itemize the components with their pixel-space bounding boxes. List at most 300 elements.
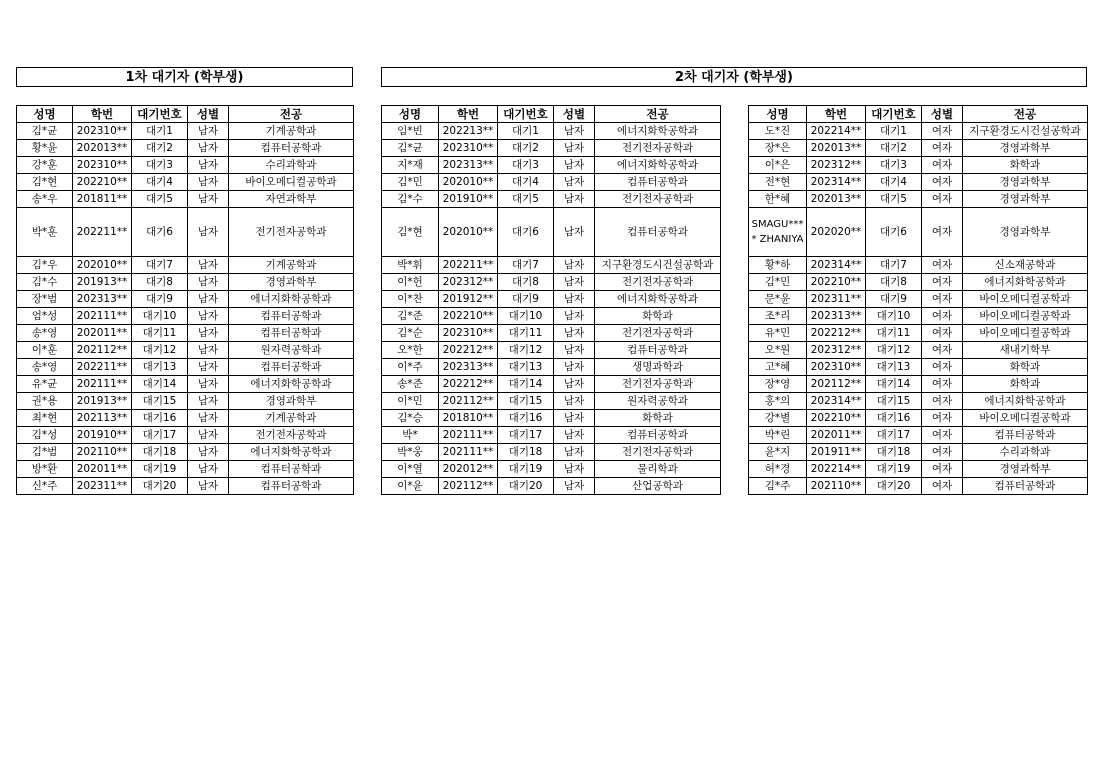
table-row bbox=[749, 123, 1088, 140]
name-cell: 신*주 bbox=[17, 478, 73, 495]
gender-cell: 여자 bbox=[922, 410, 963, 427]
wait-number-cell: 대기20 bbox=[498, 478, 554, 495]
student-id-cell: 202314** bbox=[807, 257, 866, 274]
table-row bbox=[382, 393, 721, 410]
wait-number-cell: 대기2 bbox=[866, 140, 922, 157]
name-cell: 전*현 bbox=[749, 174, 807, 191]
table-row bbox=[382, 461, 721, 478]
student-id-cell: 202310** bbox=[439, 140, 498, 157]
gender-cell: 남자 bbox=[554, 359, 595, 376]
student-id-cell: 201811** bbox=[73, 191, 132, 208]
major-cell: 컴퓨터공학과 bbox=[963, 427, 1088, 444]
wait-number-cell: 대기4 bbox=[132, 174, 188, 191]
table-row bbox=[749, 274, 1088, 291]
major-cell: 전기전자공학과 bbox=[595, 325, 721, 342]
student-id-cell: 202310** bbox=[807, 359, 866, 376]
table-row bbox=[749, 157, 1088, 174]
wait-number-cell: 대기9 bbox=[866, 291, 922, 308]
major-cell: 전기전자공학과 bbox=[229, 208, 354, 257]
name-cell: 장*영 bbox=[749, 376, 807, 393]
gender-cell: 남자 bbox=[554, 444, 595, 461]
name-cell: 박*휘 bbox=[382, 257, 439, 274]
student-id-cell: 202111** bbox=[439, 427, 498, 444]
student-id-cell: 202312** bbox=[807, 342, 866, 359]
major-cell: 에너지화학공학과 bbox=[963, 274, 1088, 291]
student-id-cell: 202211** bbox=[439, 257, 498, 274]
wait-number-cell: 대기13 bbox=[866, 359, 922, 376]
column-header: 성별 bbox=[188, 106, 229, 123]
wait-number-cell: 대기12 bbox=[866, 342, 922, 359]
column-header: 성별 bbox=[922, 106, 963, 123]
major-cell: 경영과학부 bbox=[963, 191, 1088, 208]
student-id-cell: 202011** bbox=[807, 427, 866, 444]
table-row bbox=[382, 325, 721, 342]
table-row bbox=[749, 140, 1088, 157]
wait-number-cell: 대기16 bbox=[866, 410, 922, 427]
gender-cell: 남자 bbox=[554, 393, 595, 410]
wait-number-cell: 대기19 bbox=[498, 461, 554, 478]
wait-number-cell: 대기10 bbox=[498, 308, 554, 325]
title-first-round: 1차 대기자 (학부생) bbox=[16, 67, 353, 87]
table-row bbox=[17, 342, 354, 359]
name-cell: 김*민 bbox=[382, 174, 439, 191]
waitlist-table-first bbox=[16, 105, 354, 495]
major-cell: 컴퓨터공학과 bbox=[229, 140, 354, 157]
student-id-cell: 202212** bbox=[439, 342, 498, 359]
student-id-cell: 202312** bbox=[807, 157, 866, 174]
major-cell: 생명과학과 bbox=[595, 359, 721, 376]
major-cell: 화학과 bbox=[595, 410, 721, 427]
student-id-cell: 202310** bbox=[73, 123, 132, 140]
wait-number-cell: 대기3 bbox=[132, 157, 188, 174]
gender-cell: 남자 bbox=[188, 123, 229, 140]
wait-number-cell: 대기15 bbox=[498, 393, 554, 410]
name-cell: 김*균 bbox=[17, 123, 73, 140]
table-row bbox=[17, 174, 354, 191]
table-row bbox=[749, 393, 1088, 410]
gender-cell: 여자 bbox=[922, 140, 963, 157]
table-row bbox=[17, 478, 354, 495]
name-cell: 강*훈 bbox=[17, 157, 73, 174]
name-cell: 김*준 bbox=[382, 308, 439, 325]
gender-cell: 남자 bbox=[554, 208, 595, 257]
major-cell: 수리과학과 bbox=[963, 444, 1088, 461]
gender-cell: 남자 bbox=[188, 376, 229, 393]
column-header: 대기번호 bbox=[498, 106, 554, 123]
name-cell: 이*은 bbox=[749, 157, 807, 174]
gender-cell: 여자 bbox=[922, 291, 963, 308]
wait-number-cell: 대기14 bbox=[866, 376, 922, 393]
gender-cell: 여자 bbox=[922, 157, 963, 174]
wait-number-cell: 대기6 bbox=[498, 208, 554, 257]
wait-number-cell: 대기12 bbox=[132, 342, 188, 359]
student-id-cell: 202013** bbox=[73, 140, 132, 157]
student-id-cell: 202112** bbox=[807, 376, 866, 393]
table-row bbox=[749, 174, 1088, 191]
gender-cell: 여자 bbox=[922, 478, 963, 495]
wait-number-cell: 대기17 bbox=[866, 427, 922, 444]
major-cell: 경영과학부 bbox=[963, 208, 1088, 257]
student-id-cell: 202314** bbox=[807, 393, 866, 410]
major-cell: 에너지화학공학과 bbox=[229, 444, 354, 461]
wait-number-cell: 대기8 bbox=[866, 274, 922, 291]
student-id-cell: 202110** bbox=[73, 444, 132, 461]
column-header: 학번 bbox=[439, 106, 498, 123]
wait-number-cell: 대기15 bbox=[132, 393, 188, 410]
gender-cell: 남자 bbox=[554, 140, 595, 157]
gender-cell: 여자 bbox=[922, 274, 963, 291]
title-second-round: 2차 대기자 (학부생) bbox=[381, 67, 1087, 87]
table-header-row bbox=[749, 106, 1088, 123]
gender-cell: 남자 bbox=[188, 257, 229, 274]
wait-number-cell: 대기11 bbox=[866, 325, 922, 342]
wait-number-cell: 대기13 bbox=[132, 359, 188, 376]
student-id-cell: 202314** bbox=[807, 174, 866, 191]
table-row bbox=[17, 444, 354, 461]
wait-number-cell: 대기7 bbox=[866, 257, 922, 274]
wait-number-cell: 대기6 bbox=[866, 208, 922, 257]
name-cell: 김*수 bbox=[17, 274, 73, 291]
table-row bbox=[382, 140, 721, 157]
table-row bbox=[749, 208, 1088, 257]
major-cell: 컴퓨터공학과 bbox=[963, 478, 1088, 495]
table-row bbox=[382, 157, 721, 174]
name-cell: 문*윤 bbox=[749, 291, 807, 308]
gender-cell: 여자 bbox=[922, 174, 963, 191]
gender-cell: 여자 bbox=[922, 191, 963, 208]
gender-cell: 남자 bbox=[554, 410, 595, 427]
table-row bbox=[17, 308, 354, 325]
gender-cell: 여자 bbox=[922, 123, 963, 140]
column-header: 전공 bbox=[595, 106, 721, 123]
wait-number-cell: 대기18 bbox=[132, 444, 188, 461]
gender-cell: 남자 bbox=[188, 461, 229, 478]
wait-number-cell: 대기9 bbox=[498, 291, 554, 308]
name-cell: 이*헌 bbox=[382, 274, 439, 291]
major-cell: 바이오메디컬공학과 bbox=[963, 291, 1088, 308]
student-id-cell: 202020** bbox=[807, 208, 866, 257]
table-row bbox=[749, 257, 1088, 274]
student-id-cell: 201913** bbox=[73, 393, 132, 410]
wait-number-cell: 대기16 bbox=[132, 410, 188, 427]
major-cell: 에너지화학공학과 bbox=[595, 291, 721, 308]
column-header: 전공 bbox=[229, 106, 354, 123]
wait-number-cell: 대기2 bbox=[498, 140, 554, 157]
column-header: 성명 bbox=[382, 106, 439, 123]
gender-cell: 여자 bbox=[922, 461, 963, 478]
name-cell: 박*웅 bbox=[382, 444, 439, 461]
name-cell: 오*원 bbox=[749, 342, 807, 359]
column-header: 전공 bbox=[963, 106, 1088, 123]
table-row bbox=[382, 359, 721, 376]
major-cell: 신소재공학과 bbox=[963, 257, 1088, 274]
table-row bbox=[382, 174, 721, 191]
student-id-cell: 202111** bbox=[73, 376, 132, 393]
student-id-cell: 202010** bbox=[439, 174, 498, 191]
name-cell: 한*혜 bbox=[749, 191, 807, 208]
wait-number-cell: 대기18 bbox=[498, 444, 554, 461]
gender-cell: 남자 bbox=[188, 157, 229, 174]
major-cell: 수리과학과 bbox=[229, 157, 354, 174]
table-row bbox=[382, 208, 721, 257]
table-row bbox=[382, 291, 721, 308]
table-row bbox=[749, 291, 1088, 308]
name-cell: 이*열 bbox=[382, 461, 439, 478]
wait-number-cell: 대기18 bbox=[866, 444, 922, 461]
name-cell: 장*은 bbox=[749, 140, 807, 157]
major-cell: 컴퓨터공학과 bbox=[595, 342, 721, 359]
student-id-cell: 201913** bbox=[73, 274, 132, 291]
major-cell: 컴퓨터공학과 bbox=[595, 427, 721, 444]
major-cell: 바이오메디컬공학과 bbox=[229, 174, 354, 191]
table-row bbox=[749, 376, 1088, 393]
student-id-cell: 202012** bbox=[439, 461, 498, 478]
name-cell: 박*린 bbox=[749, 427, 807, 444]
wait-number-cell: 대기20 bbox=[866, 478, 922, 495]
table-row bbox=[17, 191, 354, 208]
column-header: 학번 bbox=[73, 106, 132, 123]
table-row bbox=[382, 191, 721, 208]
wait-number-cell: 대기17 bbox=[132, 427, 188, 444]
table-row bbox=[17, 410, 354, 427]
gender-cell: 남자 bbox=[554, 376, 595, 393]
table-row bbox=[382, 257, 721, 274]
table-header-row bbox=[382, 106, 721, 123]
wait-number-cell: 대기11 bbox=[132, 325, 188, 342]
major-cell: 컴퓨터공학과 bbox=[595, 208, 721, 257]
wait-number-cell: 대기3 bbox=[866, 157, 922, 174]
student-id-cell: 202210** bbox=[439, 308, 498, 325]
table-row bbox=[749, 427, 1088, 444]
wait-number-cell: 대기7 bbox=[498, 257, 554, 274]
wait-number-cell: 대기4 bbox=[866, 174, 922, 191]
table-row bbox=[382, 274, 721, 291]
name-cell: 송*영 bbox=[17, 359, 73, 376]
major-cell: 기계공학과 bbox=[229, 257, 354, 274]
student-id-cell: 202013** bbox=[807, 191, 866, 208]
major-cell: 컴퓨터공학과 bbox=[229, 325, 354, 342]
student-id-cell: 202013** bbox=[807, 140, 866, 157]
gender-cell: 여자 bbox=[922, 342, 963, 359]
student-id-cell: 202212** bbox=[439, 376, 498, 393]
table-row bbox=[17, 208, 354, 257]
name-cell: 허*경 bbox=[749, 461, 807, 478]
major-cell: 경영과학부 bbox=[963, 174, 1088, 191]
major-cell: 물리학과 bbox=[595, 461, 721, 478]
table-row bbox=[382, 123, 721, 140]
wait-number-cell: 대기8 bbox=[498, 274, 554, 291]
student-id-cell: 201912** bbox=[439, 291, 498, 308]
student-id-cell: 202313** bbox=[439, 359, 498, 376]
wait-number-cell: 대기1 bbox=[498, 123, 554, 140]
student-id-cell: 202212** bbox=[807, 325, 866, 342]
column-header: 대기번호 bbox=[866, 106, 922, 123]
name-cell: 송*우 bbox=[17, 191, 73, 208]
gender-cell: 남자 bbox=[188, 342, 229, 359]
major-cell: 원자력공학과 bbox=[229, 342, 354, 359]
table-row bbox=[382, 427, 721, 444]
major-cell: 컴퓨터공학과 bbox=[229, 478, 354, 495]
major-cell: 전기전자공학과 bbox=[595, 444, 721, 461]
student-id-cell: 202313** bbox=[807, 308, 866, 325]
student-id-cell: 201910** bbox=[73, 427, 132, 444]
gender-cell: 남자 bbox=[188, 274, 229, 291]
name-cell: 이*찬 bbox=[382, 291, 439, 308]
wait-number-cell: 대기15 bbox=[866, 393, 922, 410]
name-cell: 장*범 bbox=[17, 291, 73, 308]
wait-number-cell: 대기9 bbox=[132, 291, 188, 308]
table-row bbox=[17, 140, 354, 157]
student-id-cell: 202312** bbox=[439, 274, 498, 291]
table-row bbox=[17, 461, 354, 478]
major-cell: 화학과 bbox=[963, 376, 1088, 393]
column-header: 학번 bbox=[807, 106, 866, 123]
student-id-cell: 202214** bbox=[807, 461, 866, 478]
major-cell: 컴퓨터공학과 bbox=[229, 461, 354, 478]
gender-cell: 남자 bbox=[188, 444, 229, 461]
student-id-cell: 202112** bbox=[73, 342, 132, 359]
table-row bbox=[749, 342, 1088, 359]
student-id-cell: 202010** bbox=[439, 208, 498, 257]
table-row bbox=[749, 461, 1088, 478]
wait-number-cell: 대기10 bbox=[866, 308, 922, 325]
student-id-cell: 202214** bbox=[807, 123, 866, 140]
student-id-cell: 201810** bbox=[439, 410, 498, 427]
name-cell: 김*민 bbox=[749, 274, 807, 291]
name-cell: 최*현 bbox=[17, 410, 73, 427]
major-cell: 원자력공학과 bbox=[595, 393, 721, 410]
major-cell: 에너지화학공학과 bbox=[229, 291, 354, 308]
gender-cell: 남자 bbox=[554, 123, 595, 140]
major-cell: 산업공학과 bbox=[595, 478, 721, 495]
major-cell: 전기전자공학과 bbox=[595, 140, 721, 157]
gender-cell: 남자 bbox=[554, 342, 595, 359]
name-cell: 황*하 bbox=[749, 257, 807, 274]
name-cell: 김*현 bbox=[17, 174, 73, 191]
wait-number-cell: 대기1 bbox=[132, 123, 188, 140]
wait-number-cell: 대기7 bbox=[132, 257, 188, 274]
name-cell: 강*별 bbox=[749, 410, 807, 427]
student-id-cell: 201910** bbox=[439, 191, 498, 208]
gender-cell: 남자 bbox=[554, 478, 595, 495]
table-row bbox=[749, 410, 1088, 427]
gender-cell: 여자 bbox=[922, 393, 963, 410]
gender-cell: 여자 bbox=[922, 308, 963, 325]
major-cell: 경영과학부 bbox=[963, 140, 1088, 157]
column-header: 성명 bbox=[17, 106, 73, 123]
student-id-cell: 202313** bbox=[439, 157, 498, 174]
name-cell: 조*리 bbox=[749, 308, 807, 325]
gender-cell: 남자 bbox=[554, 427, 595, 444]
name-cell: 김*균 bbox=[382, 140, 439, 157]
wait-number-cell: 대기4 bbox=[498, 174, 554, 191]
student-id-cell: 202210** bbox=[807, 410, 866, 427]
wait-number-cell: 대기5 bbox=[498, 191, 554, 208]
student-id-cell: 202010** bbox=[73, 257, 132, 274]
wait-number-cell: 대기12 bbox=[498, 342, 554, 359]
gender-cell: 남자 bbox=[554, 325, 595, 342]
table-row bbox=[749, 444, 1088, 461]
major-cell: 화학과 bbox=[595, 308, 721, 325]
name-cell: 이*훈 bbox=[17, 342, 73, 359]
student-id-cell: 202111** bbox=[439, 444, 498, 461]
student-id-cell: 202113** bbox=[73, 410, 132, 427]
name-cell: 김*수 bbox=[382, 191, 439, 208]
wait-number-cell: 대기3 bbox=[498, 157, 554, 174]
major-cell: 지구환경도시건설공학과 bbox=[595, 257, 721, 274]
major-cell: 컴퓨터공학과 bbox=[595, 174, 721, 191]
student-id-cell: 202011** bbox=[73, 325, 132, 342]
name-cell: 엄*성 bbox=[17, 308, 73, 325]
student-id-cell: 202111** bbox=[73, 308, 132, 325]
gender-cell: 남자 bbox=[188, 308, 229, 325]
table-row bbox=[17, 393, 354, 410]
table-row bbox=[382, 376, 721, 393]
gender-cell: 여자 bbox=[922, 208, 963, 257]
gender-cell: 남자 bbox=[188, 427, 229, 444]
gender-cell: 남자 bbox=[554, 274, 595, 291]
name-cell: 오*한 bbox=[382, 342, 439, 359]
wait-number-cell: 대기1 bbox=[866, 123, 922, 140]
major-cell: 새내기학부 bbox=[963, 342, 1088, 359]
gender-cell: 남자 bbox=[188, 191, 229, 208]
table-row bbox=[749, 308, 1088, 325]
name-cell: 권*용 bbox=[17, 393, 73, 410]
gender-cell: 남자 bbox=[554, 257, 595, 274]
name-cell: 김*범 bbox=[17, 444, 73, 461]
student-id-cell: 202211** bbox=[73, 359, 132, 376]
student-id-cell: 202011** bbox=[73, 461, 132, 478]
wait-number-cell: 대기14 bbox=[498, 376, 554, 393]
name-cell: 김*순 bbox=[382, 325, 439, 342]
major-cell: 기계공학과 bbox=[229, 410, 354, 427]
major-cell: 에너지화학공학과 bbox=[595, 123, 721, 140]
student-id-cell: 202311** bbox=[73, 478, 132, 495]
wait-number-cell: 대기17 bbox=[498, 427, 554, 444]
name-cell: 방*환 bbox=[17, 461, 73, 478]
table-row bbox=[382, 410, 721, 427]
table-row bbox=[17, 123, 354, 140]
waitlist-table-second-male bbox=[381, 105, 721, 495]
name-cell: 유*균 bbox=[17, 376, 73, 393]
student-id-cell: 202213** bbox=[439, 123, 498, 140]
major-cell: 에너지화학공학과 bbox=[595, 157, 721, 174]
name-cell: 이*윤 bbox=[382, 478, 439, 495]
wait-number-cell: 대기19 bbox=[132, 461, 188, 478]
major-cell: 바이오메디컬공학과 bbox=[963, 410, 1088, 427]
wait-number-cell: 대기13 bbox=[498, 359, 554, 376]
name-cell: 박* bbox=[382, 427, 439, 444]
table-row bbox=[749, 325, 1088, 342]
student-id-cell: 202210** bbox=[73, 174, 132, 191]
major-cell: 경영과학부 bbox=[229, 274, 354, 291]
table-row bbox=[17, 427, 354, 444]
wait-number-cell: 대기20 bbox=[132, 478, 188, 495]
major-cell: 화학과 bbox=[963, 157, 1088, 174]
major-cell: 컴퓨터공학과 bbox=[229, 359, 354, 376]
major-cell: 기계공학과 bbox=[229, 123, 354, 140]
wait-number-cell: 대기11 bbox=[498, 325, 554, 342]
name-cell: 황*윤 bbox=[17, 140, 73, 157]
student-id-cell: 202313** bbox=[73, 291, 132, 308]
name-cell: 김*우 bbox=[17, 257, 73, 274]
wait-number-cell: 대기14 bbox=[132, 376, 188, 393]
wait-number-cell: 대기6 bbox=[132, 208, 188, 257]
name-cell: 고*혜 bbox=[749, 359, 807, 376]
gender-cell: 남자 bbox=[554, 191, 595, 208]
student-id-cell: 202112** bbox=[439, 393, 498, 410]
name-cell: 박*훈 bbox=[17, 208, 73, 257]
